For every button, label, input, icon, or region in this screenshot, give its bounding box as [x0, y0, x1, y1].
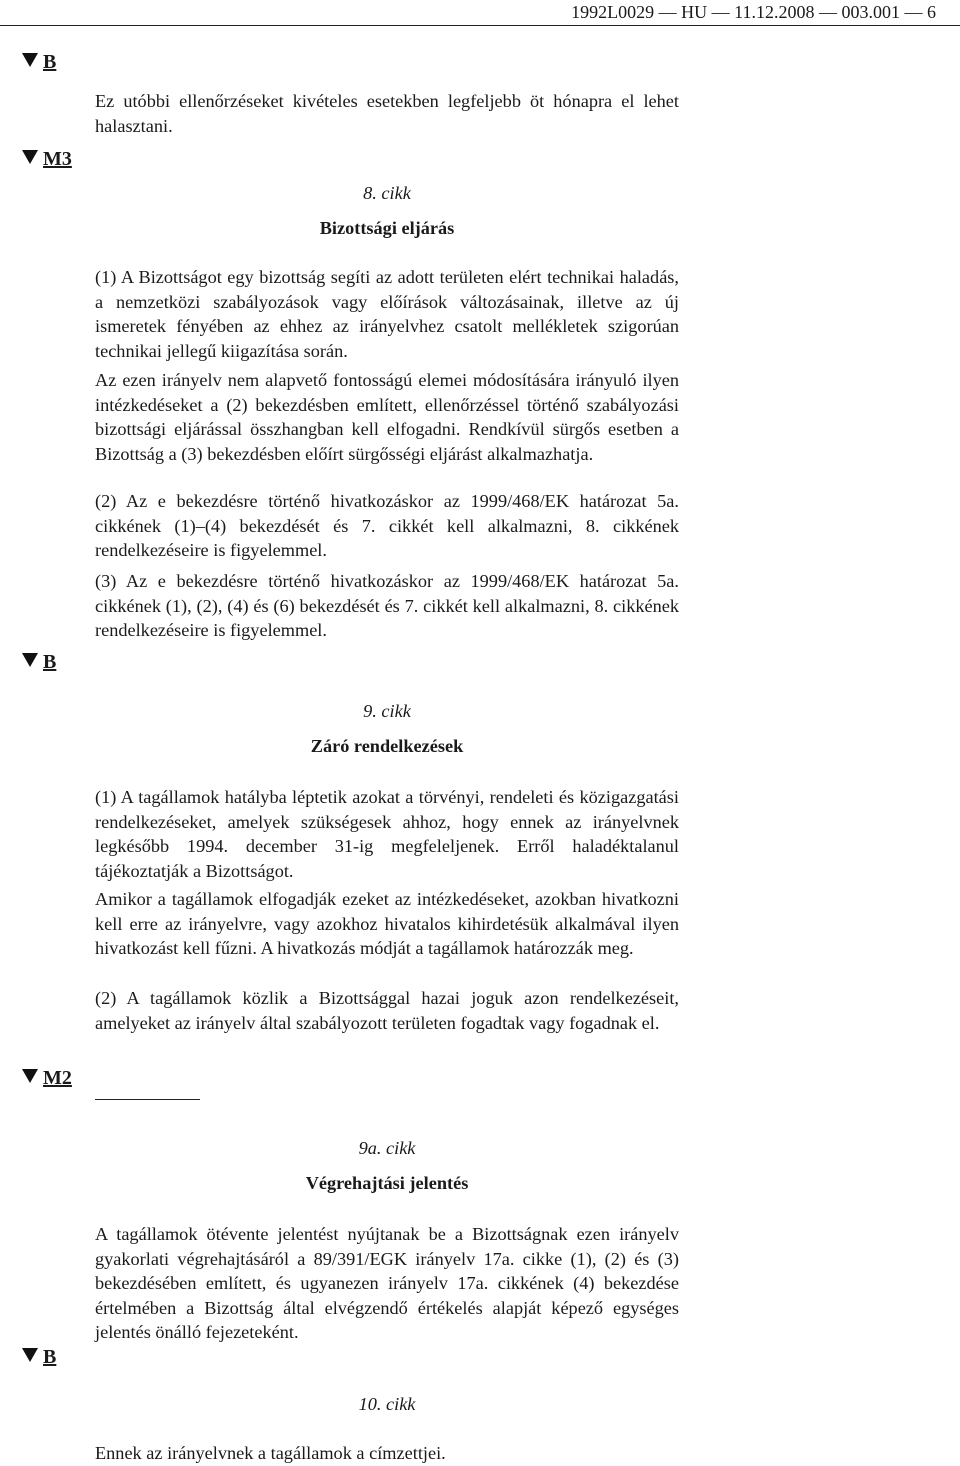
header-rule [0, 25, 960, 26]
paragraph: A tagállamok ötévente jelentést nyújtanak be a Bizottságnak ezen irányelv gyakorlati végrehajtásáról a 89/391/EGK irányelv 17a. cikke (1), (2) és (3) bekezdésében említett, és ugyanezen irányelv 17a. cikkének (4) bekezdése értelmében a Bizottság által elvégzendő értékelés alapját képező egységes jelentés önálló fejezeteként. [95, 1224, 679, 1342]
marker-b: B [22, 651, 56, 674]
triangle-down-icon [22, 1348, 38, 1362]
paragraph: Az ezen irányelv nem alapvető fontosságú elemei módosítására irányuló ilyen intézkedéseket a (2) bekezdésben említett, ellenőrzéssel történő szabályozási bizottsági eljárással összhangban kell elfogadni. Rendkívül sürgős esetben a Bizottság a (3) bekezdésben előírt sürgősségi eljárást alkalmazhatja. [95, 370, 679, 464]
paragraph: Ez utóbbi ellenőrzéseket kivételes esetekben legfeljebb öt hónapra el lehet halasztani. [95, 91, 679, 136]
document-reference: 1992L0029 — HU — 11.12.2008 — 003.001 — 6 [571, 2, 936, 22]
triangle-down-icon [22, 1069, 38, 1083]
paragraph: (1) A Bizottságot egy bizottság segíti az adott területen elért technikai haladás, a nemzetközi szabályozások vagy előírások változásainak, illetve az új ismeretek fényében az ehhez az irányelvhez csatolt mellékletek szigorúan technikai jellegű kiigazítása során. [95, 267, 679, 361]
triangle-down-icon [22, 150, 38, 164]
article-title: Záró rendelkezések [310, 736, 464, 756]
article-title: Végrehajtási jelentés [305, 1173, 469, 1193]
triangle-down-icon [22, 53, 38, 67]
article-number: 9a. cikk [358, 1138, 416, 1158]
paragraph: (2) Az e bekezdésre történő hivatkozáskor az 1999/468/EK határozat 5a. cikkének (1)–(4) bekezdését és 7. cikkét kell alkalmazni, 8. cikkének rendelkezéseire is figyelemmel. [95, 491, 679, 560]
triangle-down-icon [22, 653, 38, 667]
paragraph: (1) A tagállamok hatályba léptetik azokat a törvényi, rendeleti és közigazgatási rendelkezéseket, amelyek szükségesek ahhoz, hogy ennek az irányelvnek legkésőbb 1994. december 31-ig megfeleljenek. Erről haladéktalanul tájékoztatják a Bizottságot. [95, 787, 679, 881]
article-number: 8. cikk [363, 183, 411, 203]
paragraph: Amikor a tagállamok elfogadják ezeket az intézkedéseket, azokban hivatkozni kell erre az irányelvre, vagy azokhoz hivatalos kihirdetésük alkalmával ilyen hivatkozást kell fűzni. A hivatkozás módját a tagállamok határozzák meg. [95, 889, 679, 958]
paragraph: (2) A tagállamok közlik a Bizottsággal hazai joguk azon rendelkezéseit, amelyeket az irányelv által szabályozott területen fogadtak vagy fogadnak el. [95, 988, 679, 1033]
paragraph: Ennek az irányelvnek a tagállamok a címzettjei. [95, 1443, 446, 1463]
article-number: 9. cikk [363, 701, 411, 721]
article-number: 10. cikk [358, 1394, 416, 1414]
marker-m2: M2 [22, 1067, 72, 1090]
marker-b: B [22, 1346, 56, 1369]
marker-b: B [22, 51, 56, 74]
separator-line [95, 1099, 200, 1100]
article-title: Bizottsági eljárás [319, 218, 455, 238]
marker-m3: M3 [22, 148, 72, 171]
paragraph: (3) Az e bekezdésre történő hivatkozáskor az 1999/468/EK határozat 5a. cikkének (1), (2), (4) és (6) bekezdését és 7. cikkét kell alkalmazni, 8. cikkének rendelkezéseire is figyelemmel. [95, 571, 679, 640]
